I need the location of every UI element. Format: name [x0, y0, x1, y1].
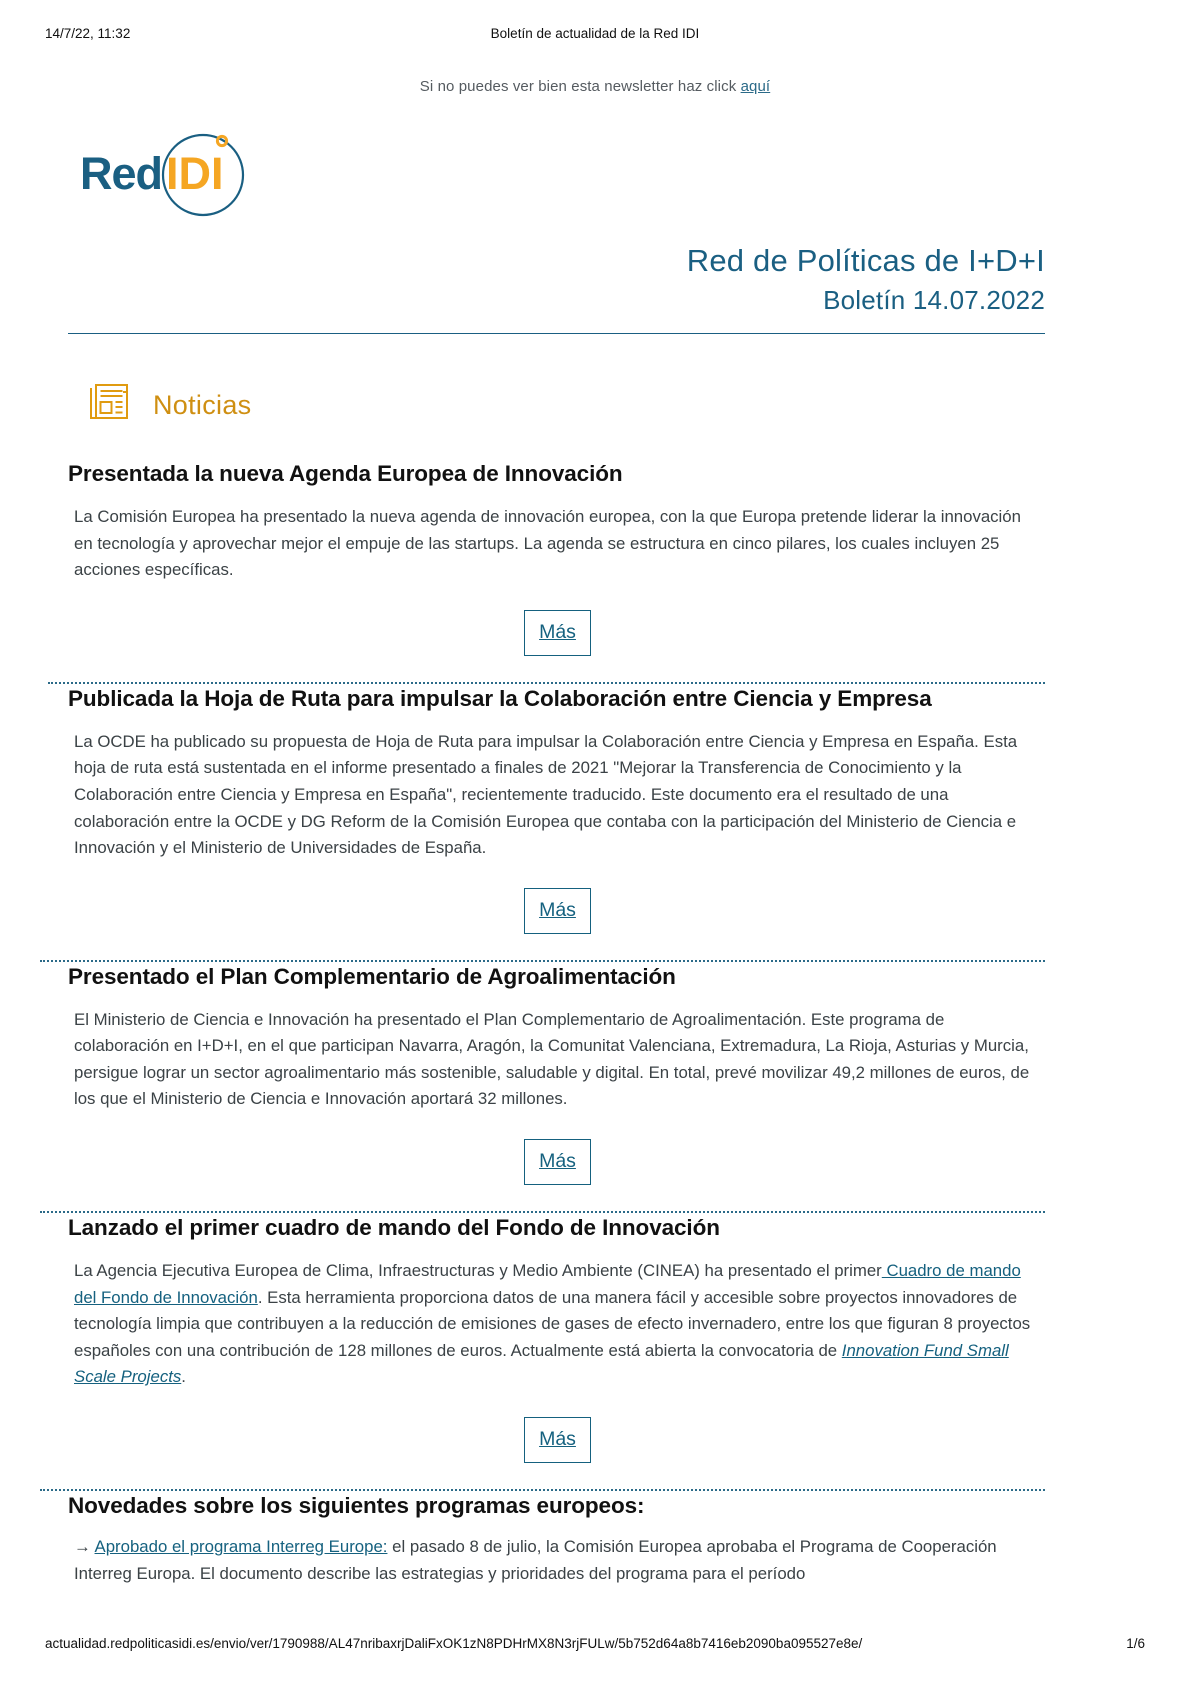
- newspaper-icon: [85, 382, 131, 429]
- more-row: [0, 888, 1190, 934]
- more-button[interactable]: Más: [524, 1139, 591, 1185]
- more-row: [0, 610, 1190, 656]
- cuadro-de-mando-link[interactable]: Cuadro de mando del Fondo de Innovación: [74, 1261, 1021, 1307]
- programs-title: Novedades sobre los siguientes programas europeos:: [68, 1492, 645, 1518]
- print-header-title: Boletín de actualidad de la Red IDI: [490, 26, 700, 41]
- more-row: [0, 1417, 1190, 1463]
- news-body-text: .: [181, 1367, 186, 1387]
- programs-item: [74, 1534, 1040, 1587]
- arrow-bullet: →: [74, 1537, 95, 1557]
- news-body: La OCDE ha publicado su propuesta de Hoja de Ruta para impulsar la Colaboración entre Ciencia y Empresa en España. Esta hoja de ruta está sustentada en el informe presentado a finales de 2021 "Mejorar la Transferencia de Conocimiento y la Colaboración entre Ciencia y Empresa en España", recientemente traducido. Este documento era el resultado de una colaboración entre la OCDE y DG Reform de la Comisión Europea que contaba con la participación del Ministerio de Ciencia e Innovación y el Ministerio de Universidades de España.: [74, 731, 1018, 858]
- interreg-europe-link[interactable]: Aprobado el programa Interreg Europe:: [94, 1537, 388, 1557]
- news-body-text: . Esta herramienta proporciona datos de una manera fácil y accesible sobre proyectos innovadores de tecnología limpia que contribuyen a la reducción de emisiones de gases de efecto invernadero, entre los que figuran 8 proyectos españoles con una contribución de 128 millones de euros. Actualmente está abierta la convocatoria de: [74, 1287, 1031, 1360]
- newsletter-header: [0, 241, 1190, 319]
- page-title: Red de Políticas de I+D+I: [686, 243, 1045, 278]
- view-online-notice: [0, 78, 1190, 95]
- section-label: Noticias: [153, 389, 252, 420]
- more-button[interactable]: Más: [524, 610, 591, 656]
- print-footer-page: 1/6: [1126, 1636, 1145, 1651]
- print-footer: [0, 1636, 1190, 1654]
- page-subtitle: Boletín 14.07.2022: [823, 284, 1045, 315]
- view-online-link[interactable]: aquí: [740, 78, 771, 95]
- svg-text:IDI: IDI: [166, 148, 224, 199]
- print-header: [0, 26, 1190, 44]
- redidi-logo-svg: [70, 127, 300, 223]
- news-list: [0, 459, 1190, 1587]
- news-title: Lanzado el primer cuadro de mando del Fondo de Innovación: [68, 1214, 720, 1240]
- print-footer-url: actualidad.redpoliticasidi.es/envio/ver/1790988/AL47nribaxrjDaliFxOK1zN8PDHrMX8N3rjFULw/5b752d64a8b7416eb2090ba095527e8e/: [45, 1636, 863, 1651]
- news-item: [0, 684, 1190, 934]
- header-divider: [68, 333, 1045, 334]
- redidi-logo: [70, 127, 300, 223]
- view-online-text: Si no puedes ver bien esta newsletter haz click: [419, 78, 741, 95]
- news-body: La Comisión Europea ha presentado la nueva agenda de innovación europea, con la que Europa pretende liderar la innovación en tecnología y aprovechar mejor el empuje de las startups. La agenda se estructura en cinco pilares, los cuales incluyen 25 acciones específicas.: [74, 507, 1021, 580]
- news-title: Presentada la nueva Agenda Europea de Innovación: [68, 460, 623, 486]
- programs-section: [0, 1491, 1190, 1587]
- innovation-fund-link[interactable]: Innovation Fund Small Scale Projects: [74, 1340, 1009, 1387]
- news-title: Publicada la Hoja de Ruta para impulsar la Colaboración entre Ciencia y Empresa: [68, 685, 932, 711]
- print-header-timestamp: 14/7/22, 11:32: [45, 26, 131, 41]
- svg-text:Red: Red: [80, 148, 163, 199]
- news-item: [0, 1213, 1190, 1463]
- newsletter-body: [0, 70, 1190, 1587]
- news-body-text: La Agencia Ejecutiva Europea de Clima, Infraestructuras y Medio Ambiente (CINEA) ha presentado el primer: [74, 1261, 882, 1281]
- news-body: [74, 1258, 1040, 1391]
- more-row: [0, 1139, 1190, 1185]
- news-body: El Ministerio de Ciencia e Innovación ha presentado el Plan Complementario de Agroalimentación. Este programa de colaboración en I+D+I, en el que participan Navarra, Aragón, la Comunitat Valenciana, Extremadura, La Rioja, Asturias y Murcia, persigue lograr un sector agroalimentario más sostenible, saludable y digital. En total, prevé movilizar 49,2 millones de euros, de los que el Ministerio de Ciencia e Innovación aportará 32 millones.: [74, 1009, 1030, 1109]
- more-button[interactable]: Más: [524, 1417, 591, 1463]
- news-item: [0, 459, 1190, 656]
- news-title: Presentado el Plan Complementario de Agroalimentación: [68, 963, 676, 989]
- more-button[interactable]: Más: [524, 888, 591, 934]
- section-header-noticias: [85, 382, 1190, 429]
- programs-item-text: el pasado 8 de julio, la Comisión Europea aprobaba el Programa de Cooperación Interreg Europa. El documento describe las estrategias y prioridades del programa para el período: [74, 1537, 997, 1583]
- news-item: [0, 962, 1190, 1185]
